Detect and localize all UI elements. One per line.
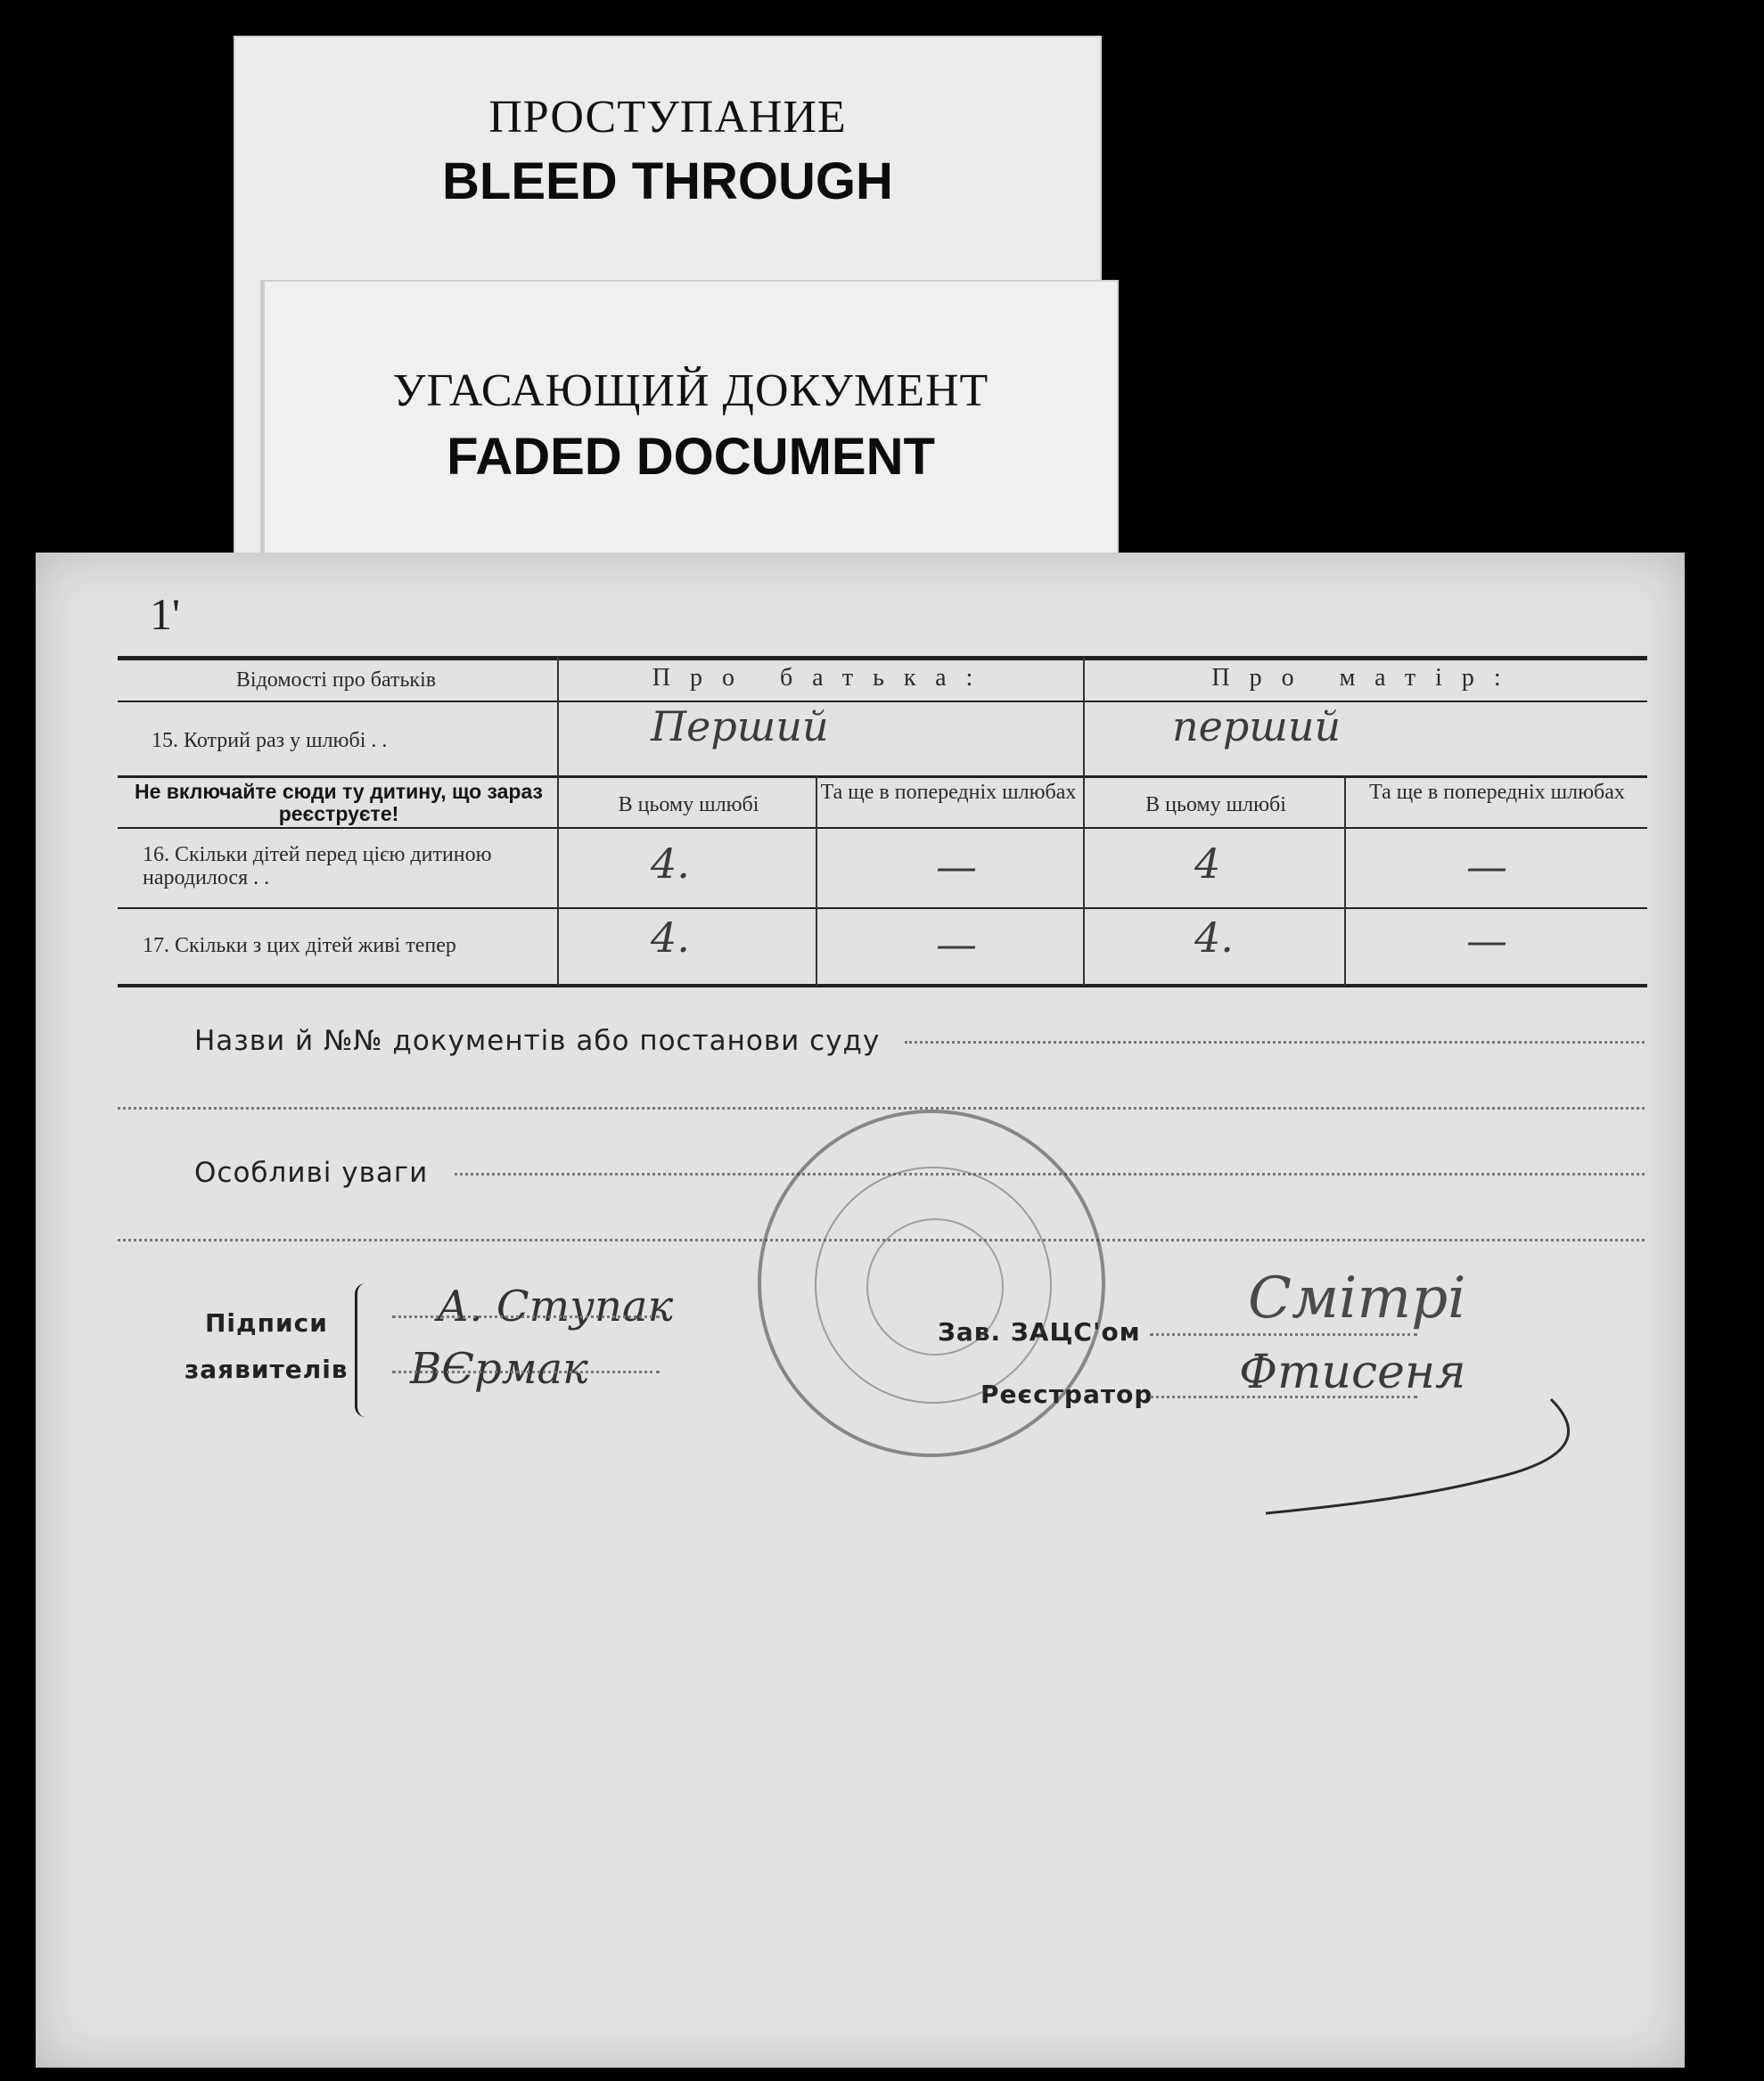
header-parents-info: Відомості про батьків	[235, 668, 437, 692]
row15-label: 15. Котрий раз у шлюбі . .	[152, 729, 388, 752]
subheader-mother-this: В цьому шлюбі	[1145, 793, 1286, 816]
head-signature: Смітрі	[1248, 1266, 1466, 1331]
row16-label: 16. Скільки дітей перед цією дитиною народилося . .	[143, 843, 492, 889]
signatures-label-1: Підписи	[205, 1308, 328, 1338]
row17-father-prev: —	[936, 920, 977, 968]
table-col-divider	[557, 656, 559, 986]
table-bottom-rule	[118, 984, 1647, 987]
row16-father-this: 4.	[651, 840, 690, 888]
table-rule	[118, 907, 1647, 909]
applicant-signature-2: ВЄрмак	[410, 1344, 588, 1394]
bleed-through-ru-text: ПРОСТУПАНИЕ	[488, 92, 847, 143]
signature-line-1	[392, 1315, 660, 1318]
registrar-label: Реєстратор	[980, 1380, 1153, 1409]
table-col-divider	[1344, 775, 1346, 986]
signature-flourish	[1266, 1372, 1604, 1533]
row16-mother-this: 4	[1194, 840, 1221, 888]
row15-father-value: Перший	[651, 702, 829, 750]
row17-mother-prev: —	[1466, 916, 1507, 964]
emblem-icon	[866, 1218, 1004, 1356]
header-father: Про батька:	[652, 664, 993, 692]
faded-document-en-text: FADED DOCUMENT	[447, 428, 935, 486]
documents-line	[905, 1041, 1645, 1044]
table-rule	[118, 775, 1647, 778]
subheader-father-prev: Та ще в попередніх шлюбах	[820, 781, 1077, 804]
table-col-divider	[816, 775, 817, 986]
official-stamp	[758, 1110, 1105, 1457]
row17-label: 17. Скільки з цих дітей живі тепер	[143, 934, 456, 957]
head-signature-line	[1150, 1333, 1417, 1336]
subheader-exclude-note: Не включайте сюди ту дитину, що зараз реєструєте!	[134, 780, 543, 825]
faded-document-ru-text: УГАСАЮЩИЙ ДОКУМЕНТ	[392, 365, 989, 416]
signature-line-2	[392, 1371, 660, 1373]
table-col-divider	[1083, 656, 1085, 986]
page-mark: 1'	[150, 589, 181, 639]
signatures-brace	[355, 1283, 373, 1417]
subheader-father-this: В цьому шлюбі	[618, 793, 759, 816]
table-top-rule	[118, 656, 1647, 660]
row16-father-prev: —	[936, 842, 977, 890]
row17-father-this: 4.	[651, 914, 690, 962]
head-label: Зав. ЗАЦС'ом	[938, 1317, 1141, 1347]
subheader-mother-prev: Та ще в попередніх шлюбах	[1369, 781, 1625, 804]
row15-mother-value: перший	[1172, 702, 1341, 750]
applicant-signature-1: А. Ступак	[437, 1282, 674, 1331]
row16-mother-prev: —	[1466, 842, 1507, 890]
row17-mother-this: 4.	[1194, 914, 1234, 962]
documents-label: Назви й №№ документів або постанови суду	[194, 1025, 881, 1057]
registrar-signature: Фтисеня	[1239, 1346, 1466, 1399]
table-rule	[118, 700, 1647, 702]
bleed-through-en-text: BLEED THROUGH	[442, 152, 893, 210]
table-rule	[118, 827, 1647, 829]
remarks-label: Особливі уваги	[194, 1157, 429, 1189]
header-mother: Про матір:	[1211, 664, 1521, 692]
documents-line-2	[118, 1107, 1645, 1110]
signatures-label-2: заявителів	[185, 1355, 349, 1384]
